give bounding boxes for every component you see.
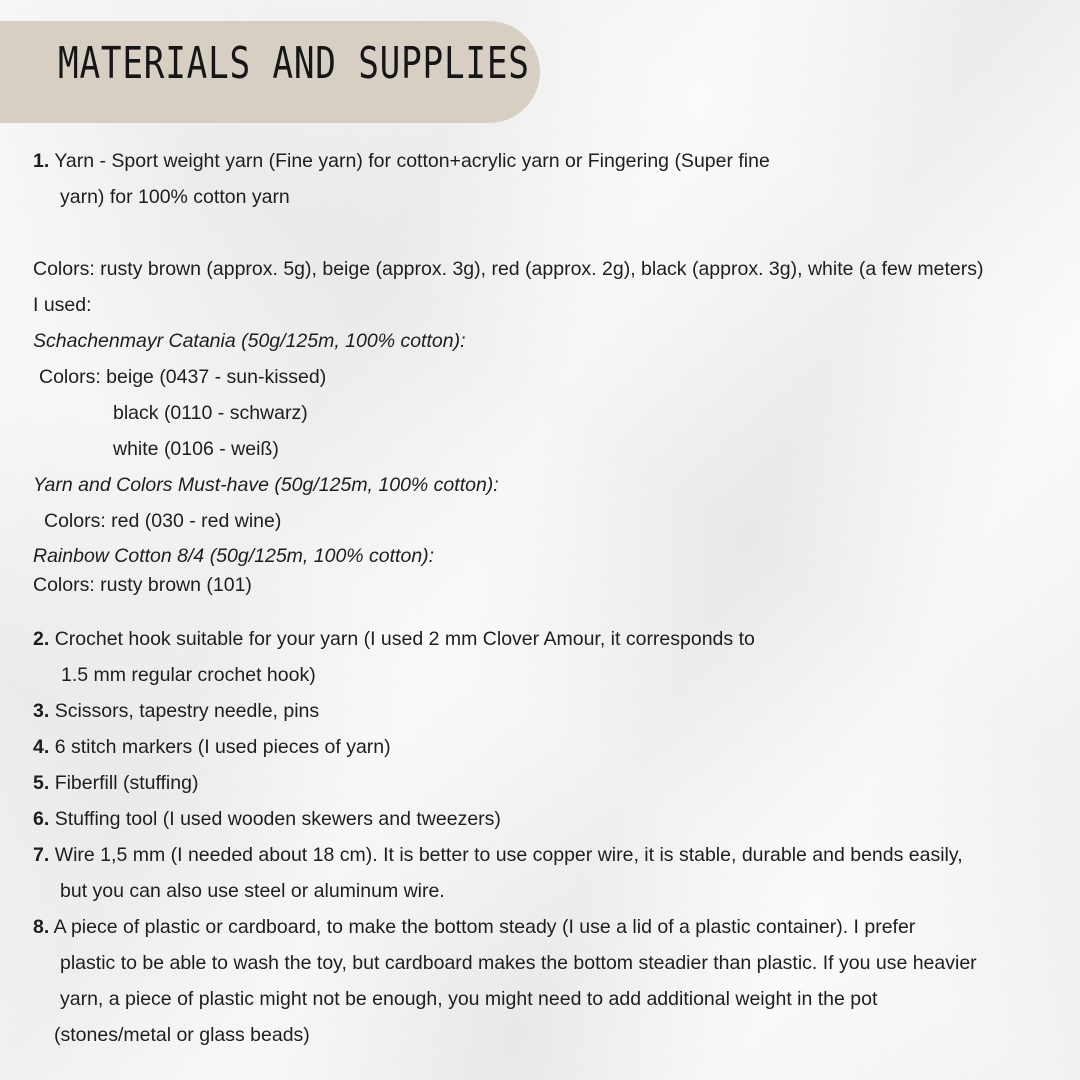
list-item-text: 6 stitch markers (I used pieces of yarn) [54, 736, 391, 758]
yarn-color-line: black (0110 - schwarz) [113, 402, 308, 424]
list-item-text: Fiberfill (stuffing) [54, 772, 199, 794]
list-item-4 [33, 734, 391, 760]
list-item-3 [33, 698, 319, 724]
list-number: 8. [33, 916, 50, 938]
yarn-color-line: white (0106 - weiß) [113, 438, 279, 460]
list-item-7-continuation: but you can also use steel or aluminum wire. [60, 880, 445, 902]
list-item-8-continuation: plastic to be able to wash the toy, but cardboard makes the bottom steadier than plastic. If you use heavier [60, 952, 977, 974]
yarn-brand-must-have: Yarn and Colors Must-have (50g/125m, 100% cotton): [33, 474, 499, 496]
i-used-label: I used: [33, 294, 92, 316]
list-number: 5. [33, 772, 50, 794]
list-item-8 [33, 914, 915, 940]
list-number: 2. [33, 628, 50, 650]
list-item-text: Scissors, tapestry needle, pins [54, 700, 320, 722]
list-item-2-continuation: 1.5 mm regular crochet hook) [61, 664, 316, 686]
list-item-8-continuation: (stones/metal or glass beads) [54, 1024, 310, 1046]
list-number: 1. [33, 150, 50, 172]
page-title: MATERIALS AND SUPPLIES [58, 38, 530, 89]
list-item-2 [33, 626, 755, 652]
yarn-color-line: Colors: beige (0437 - sun-kissed) [39, 366, 327, 388]
list-item-text: Wire 1,5 mm (I needed about 18 cm). It is better to use copper wire, it is stable, durable and bends easily, [54, 844, 963, 866]
yarn-color-line: Colors: red (030 - red wine) [44, 510, 282, 532]
yarn-brand-catania: Schachenmayr Catania (50g/125m, 100% cotton): [33, 330, 466, 352]
yarn-color-line: Colors: rusty brown (101) [33, 574, 252, 596]
list-item-6 [33, 806, 501, 832]
list-number: 6. [33, 808, 50, 830]
list-number: 3. [33, 700, 50, 722]
list-item-7 [33, 842, 963, 868]
list-item-1 [33, 148, 770, 174]
colors-summary: Colors: rusty brown (approx. 5g), beige (approx. 3g), red (approx. 2g), black (approx. 3g), white (a few meters) [33, 258, 984, 280]
list-item-text: Yarn - Sport weight yarn (Fine yarn) for cotton+acrylic yarn or Fingering (Super fine [54, 150, 770, 172]
list-number: 7. [33, 844, 50, 866]
list-item-5 [33, 770, 198, 796]
list-item-text: A piece of plastic or cardboard, to make the bottom steady (I use a lid of a plastic container). I prefer [53, 916, 916, 938]
yarn-brand-rainbow: Rainbow Cotton 8/4 (50g/125m, 100% cotton): [33, 545, 435, 567]
list-number: 4. [33, 736, 50, 758]
list-item-8-continuation: yarn, a piece of plastic might not be enough, you might need to add additional weight in the pot [60, 988, 878, 1010]
list-item-text: Crochet hook suitable for your yarn (I used 2 mm Clover Amour, it corresponds to [54, 628, 755, 650]
list-item-text: Stuffing tool (I used wooden skewers and tweezers) [54, 808, 501, 830]
list-item-1-continuation: yarn) for 100% cotton yarn [60, 186, 290, 208]
